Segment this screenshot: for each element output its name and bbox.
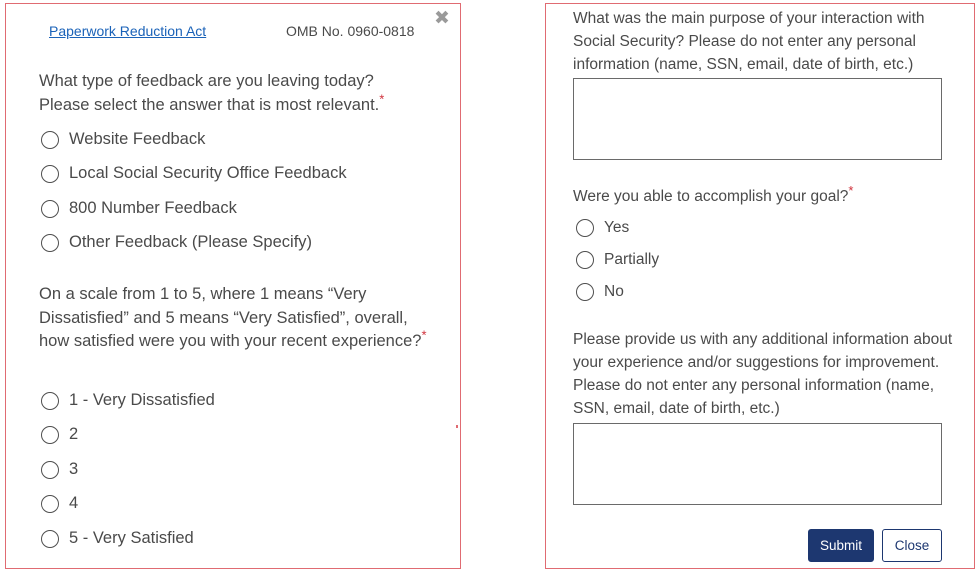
radio-label: Local Social Security Office Feedback (69, 164, 347, 182)
radio-label: Partially (604, 251, 660, 268)
feedback-panel-left (5, 3, 461, 569)
close-icon[interactable]: ✖ (434, 8, 450, 29)
radio-button[interactable] (576, 283, 594, 301)
additional-info-textarea[interactable] (573, 423, 942, 505)
radio-label: Yes (604, 219, 630, 236)
radio-label: Website Feedback (69, 130, 206, 148)
radio-label: 1 - Very Dissatisfied (69, 391, 215, 409)
radio-button[interactable] (41, 392, 59, 410)
submit-button[interactable]: Submit (808, 529, 874, 562)
radio-option-rating-3[interactable] (41, 460, 78, 479)
radio-option-no[interactable] (576, 283, 624, 301)
question-accomplish-goal-text: Were you able to accomplish your goal? (573, 188, 849, 205)
paperwork-reduction-act-link[interactable]: Paperwork Reduction Act (49, 23, 207, 39)
radio-label: No (604, 283, 624, 300)
question-feedback-type (39, 70, 419, 117)
radio-option-rating-5[interactable] (41, 529, 194, 548)
question-satisfaction-text: On a scale from 1 to 5, where 1 means “Very Dissatisfied” and 5 means “Very Satisfied”, overall, how satisfied were you with your recent experience? (39, 285, 422, 350)
radio-option-other-feedback[interactable] (41, 233, 312, 252)
radio-button[interactable] (41, 200, 59, 218)
question-interaction-purpose: What was the main purpose of your interaction with Social Security? Please do not enter any personal information (name, SSN, email, date of birth, etc.) (573, 10, 925, 73)
question-accomplish-goal (573, 182, 963, 208)
radio-button[interactable] (41, 495, 59, 513)
radio-option-yes[interactable] (576, 219, 629, 237)
question-satisfaction (39, 283, 429, 354)
radio-button[interactable] (41, 461, 59, 479)
close-button[interactable]: Close (882, 529, 942, 562)
required-marker: * (848, 182, 854, 198)
radio-option-rating-2[interactable] (41, 425, 78, 444)
question-feedback-type-text: What type of feedback are you leaving today? Please select the answer that is most relevant. (39, 72, 380, 114)
radio-button[interactable] (576, 251, 594, 269)
omb-number: OMB No. 0960-0818 (286, 23, 415, 39)
required-marker: * (379, 91, 385, 106)
radio-button[interactable] (41, 530, 59, 548)
radio-option-partially[interactable] (576, 251, 659, 269)
radio-button[interactable] (41, 165, 59, 183)
question-additional-info: Please provide us with any additional information about your experience and/or suggestions for improvement. Please do not enter any personal information (name, SSN, email, date of birth, etc.) (573, 331, 953, 417)
radio-label: 3 (69, 460, 79, 478)
radio-button[interactable] (576, 219, 594, 237)
radio-label: 800 Number Feedback (69, 199, 237, 217)
radio-button[interactable] (41, 234, 59, 252)
radio-label: 5 - Very Satisfied (69, 529, 194, 547)
radio-option-website-feedback[interactable] (41, 130, 205, 149)
radio-option-800-number-feedback[interactable] (41, 199, 237, 218)
border-artifact (456, 425, 458, 428)
radio-button[interactable] (41, 131, 59, 149)
feedback-panel-right (545, 3, 975, 569)
radio-label: Other Feedback (Please Specify) (69, 233, 313, 251)
interaction-purpose-textarea[interactable] (573, 78, 942, 160)
radio-option-rating-4[interactable] (41, 494, 78, 513)
radio-label: 2 (69, 425, 79, 443)
radio-option-local-office-feedback[interactable] (41, 164, 347, 183)
required-marker: * (421, 327, 427, 343)
radio-option-rating-1[interactable] (41, 391, 215, 410)
radio-label: 4 (69, 494, 79, 512)
radio-button[interactable] (41, 426, 59, 444)
